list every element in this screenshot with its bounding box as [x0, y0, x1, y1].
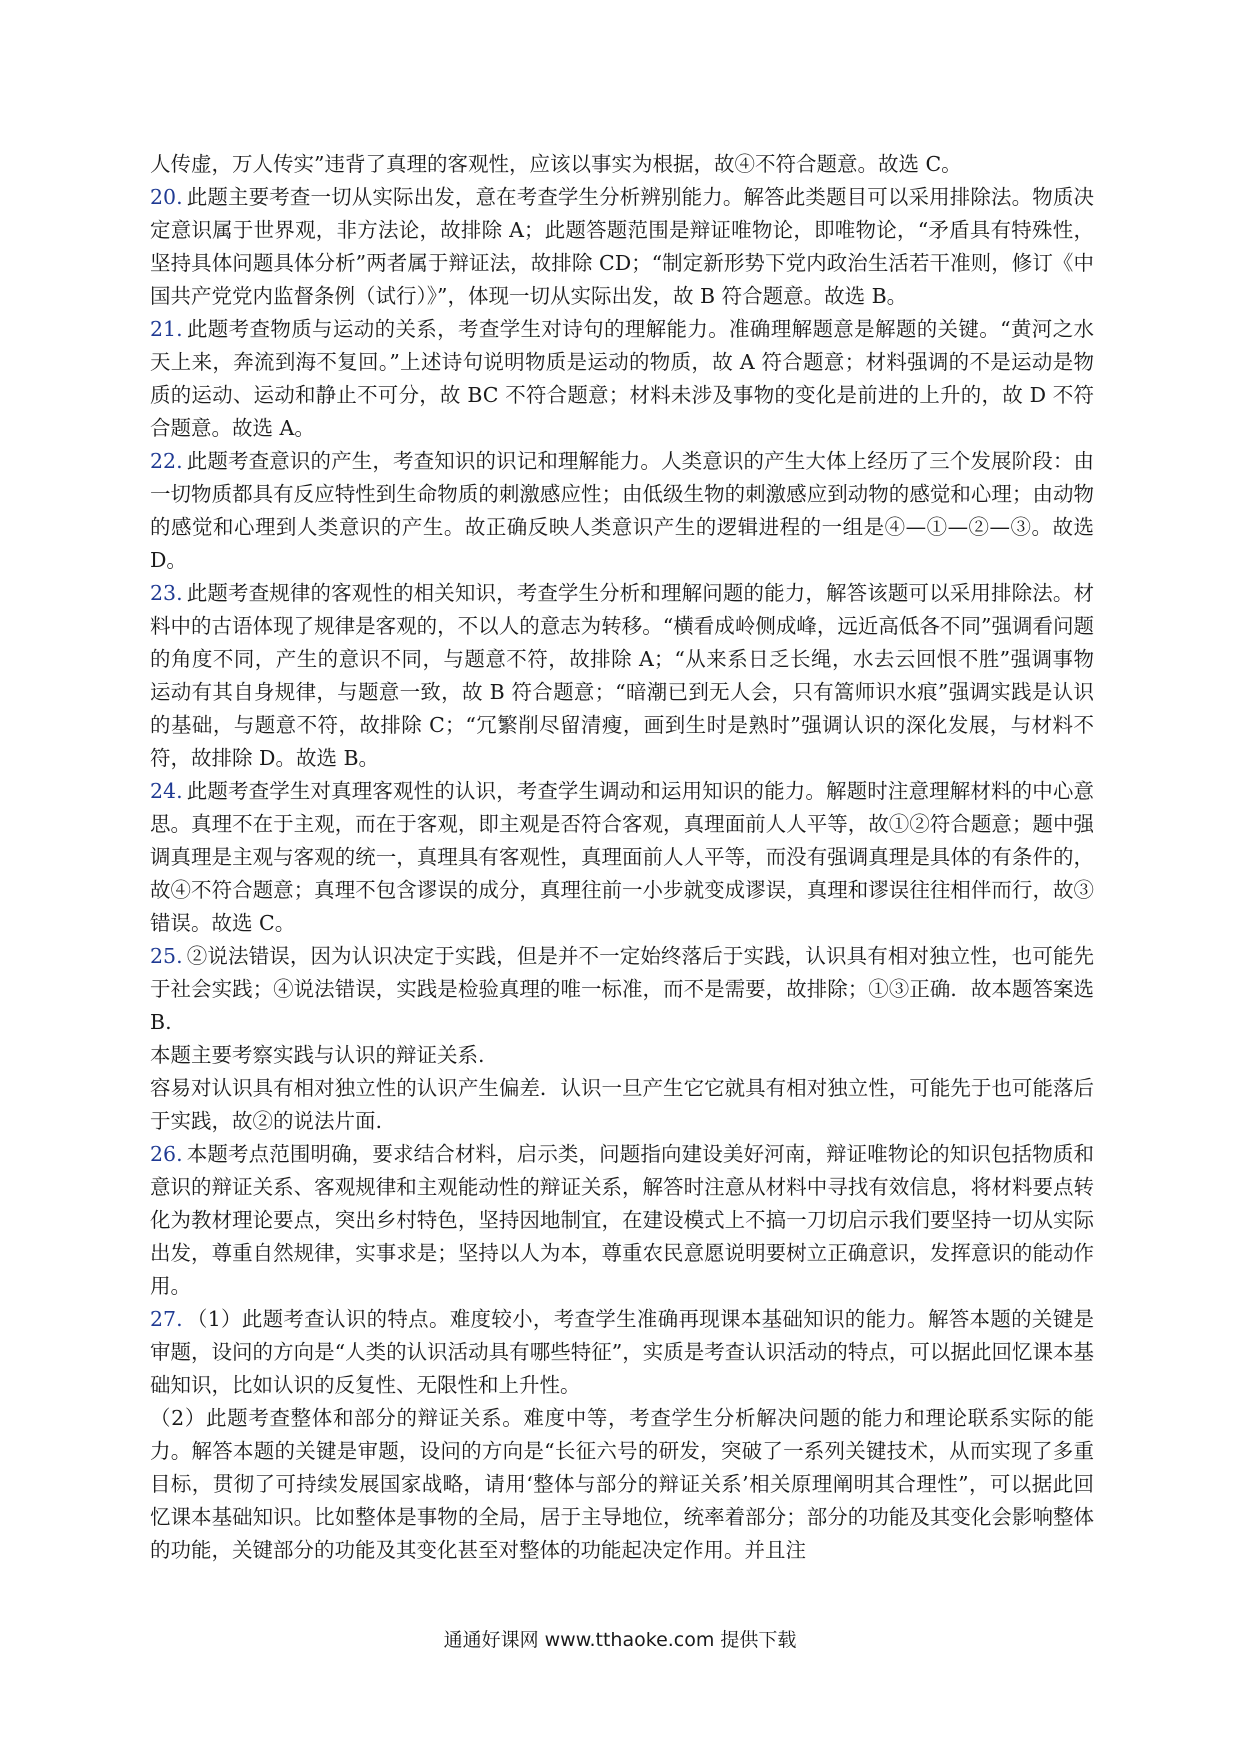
question-number: 26. [150, 1142, 183, 1166]
paragraph [150, 148, 1094, 181]
paragraph [150, 313, 1094, 445]
paragraph-text: 容易对认识具有相对独立性的认识产生偏差．认识一旦产生它它就具有相对独立性，可能先于也可能落后于实践，故②的说法片面. [150, 1076, 1094, 1133]
paragraph [150, 1402, 1094, 1567]
paragraph-text: ②说法错误，因为认识决定于实践，但是并不一定始终落后于实践，认识具有相对独立性，也可能先于社会实践；④说法错误，实践是检验真理的唯一标准，而不是需要，故排除；①③正确．故本题答案选 B. [150, 944, 1094, 1034]
paragraph [150, 940, 1094, 1039]
paragraph [150, 1039, 1094, 1072]
question-number: 25. [150, 944, 183, 968]
question-number: 23. [150, 581, 183, 605]
question-number: 24. [150, 779, 183, 803]
paragraph-text: 本题主要考察实践与认识的辩证关系. [150, 1043, 485, 1067]
paragraph-text: 此题考查物质与运动的关系，考查学生对诗句的理解能力。准确理解题意是解题的关键。“黄河之水天上来，奔流到海不复回。”上述诗句说明物质是运动的物质，故 A 符合题意；材料强调的不是运动是物质的运动、运动和静止不可分，故 BC 不符合题意；材料未涉及事物的变化是前进的上升的，故 D 不符合题意。故选 A。 [150, 317, 1094, 440]
paragraph [150, 445, 1094, 577]
question-number: 27. [150, 1307, 183, 1331]
paragraph-text: 此题主要考查一切从实际出发，意在考查学生分析辨别能力。解答此类题目可以采用排除法。物质决定意识属于世界观，非方法论，故排除 A；此题答题范围是辩证唯物论，即唯物论，“矛盾具有特殊性，坚持具体问题具体分析”两者属于辩证法，故排除 CD；“制定新形势下党内政治生活若干准则，修订《中国共产党党内监督条例（试行）》”，体现一切从实际出发，故 B 符合题意。故选 B。 [150, 185, 1094, 308]
paragraph-text: （2）此题考查整体和部分的辩证关系。难度中等，考查学生分析解决问题的能力和理论联系实际的能力。解答本题的关键是审题，设问的方向是“长征六号的研发，突破了一系列关键技术，从而实现了多重目标，贯彻了可持续发展国家战略，请用‘整体与部分的辩证关系’相关原理阐明其合理性”，可以据此回忆课本基础知识。比如整体是事物的全局，居于主导地位，统率着部分；部分的功能及其变化会影响整体的功能，关键部分的功能及其变化甚至对整体的功能起决定作用。并且注 [150, 1406, 1094, 1562]
question-number: 21. [150, 317, 183, 341]
question-number: 22. [150, 449, 183, 473]
paragraph-text: 此题考查学生对真理客观性的认识，考查学生调动和运用知识的能力。解题时注意理解材料的中心意思。真理不在于主观，而在于客观，即主观是否符合客观，真理面前人人平等，故①②符合题意；题中强调真理是主观与客观的统一，真理具有客观性，真理面前人人平等，而没有强调真理是具体的有条件的，故④不符合题意；真理不包含谬误的成分，真理往前一小步就变成谬误，真理和谬误往往相伴而行，故③错误。故选 C。 [150, 779, 1094, 935]
paragraph-text: 此题考查意识的产生，考查知识的识记和理解能力。人类意识的产生大体上经历了三个发展阶段：由一切物质都具有反应特性到生命物质的刺激感应性；由低级生物的刺激感应到动物的感觉和心理；由动物的感觉和心理到人类意识的产生。故正确反映人类意识产生的逻辑进程的一组是④—①—②—③。故选 D。 [150, 449, 1094, 572]
paragraph-text: 此题考查规律的客观性的相关知识，考查学生分析和理解问题的能力，解答该题可以采用排除法。材料中的古语体现了规律是客观的，不以人的意志为转移。“横看成岭侧成峰，远近高低各不同”强调看问题的角度不同，产生的意识不同，与题意不符，故排除 A；“从来系日乏长绳，水去云回恨不胜”强调事物运动有其自身规律，与题意一致，故 B 符合题意；“暗潮已到无人会，只有篙师识水痕”强调实践是认识的基础，与题意不符，故排除 C；“冗繁削尽留清瘦，画到生时是熟时”强调认识的深化发展，与材料不符，故排除 D。故选 B。 [150, 581, 1094, 770]
question-number: 20. [150, 185, 183, 209]
paragraph-text: 人传虚，万人传实”违背了真理的客观性，应该以事实为根据，故④不符合题意。故选 C。 [150, 152, 962, 176]
paragraph [150, 577, 1094, 775]
answer-explanations [150, 148, 1094, 1567]
paragraph-text: 本题考点范围明确，要求结合材料，启示类，问题指向建设美好河南，辩证唯物论的知识包括物质和意识的辩证关系、客观规律和主观能动性的辩证关系，解答时注意从材料中寻找有效信息，将材料要点转化为教材理论要点，突出乡村特色，坚持因地制宜，在建设模式上不搞一刀切启示我们要坚持一切从实际出发，尊重自然规律，实事求是；坚持以人为本，尊重农民意愿说明要树立正确意识，发挥意识的能动作用。 [150, 1142, 1094, 1298]
page-footer: 通通好课网 www.tthaoke.com 提供下载 [443, 1629, 797, 1651]
paragraph [150, 1072, 1094, 1138]
paragraph [150, 1303, 1094, 1402]
paragraph [150, 181, 1094, 313]
paragraph [150, 1138, 1094, 1303]
paragraph [150, 775, 1094, 940]
paragraph-text: （1）此题考查认识的特点。难度较小，考查学生准确再现课本基础知识的能力。解答本题的关键是审题，设问的方向是“人类的认识活动具有哪些特征”，实质是考查认识活动的特点，可以据此回忆课本基础知识，比如认识的反复性、无限性和上升性。 [150, 1307, 1094, 1397]
